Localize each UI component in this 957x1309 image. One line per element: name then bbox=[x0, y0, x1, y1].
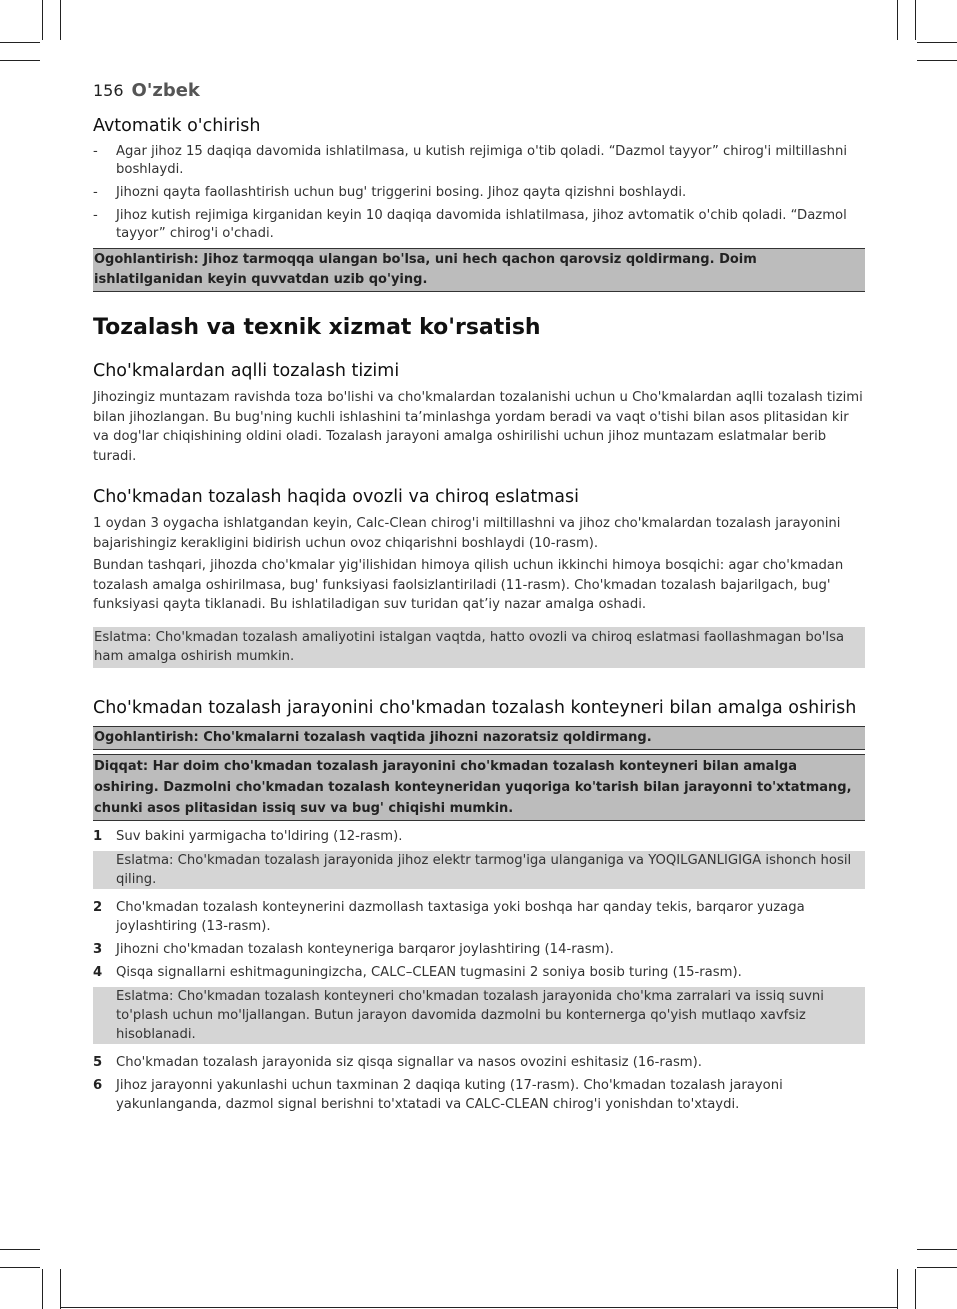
crop-mark bbox=[42, 0, 43, 40]
step-text: Cho'kmadan tozalash jarayonida siz qisqa signallar va nasos ovozini eshitasiz (16-rasm). bbox=[116, 1054, 702, 1070]
section-title-auto-off: Avtomatik o'chirish bbox=[93, 116, 261, 136]
page-header bbox=[93, 80, 865, 101]
step-text: Cho'kmadan tozalash konteynerini dazmollash taxtasiga yoki boshqa har qanday tekis, barqaror yuzaga joylashtiring (13-rasm). bbox=[116, 899, 805, 934]
step-item bbox=[93, 1076, 865, 1114]
subsection-title-smart-calc: Cho'kmalardan aqlli tozalash tizimi bbox=[93, 361, 400, 381]
step-text: Jihozni cho'kmadan tozalash konteyneriga barqaror joylashtiring (14-rasm). bbox=[116, 941, 614, 957]
list-item-text: Agar jihoz 15 daqiqa davomida ishlatilmasa, u kutish rejimiga o'tib qoladi. “Dazmol tayyor” chirog'i miltillashni boshlaydi. bbox=[116, 144, 848, 177]
step-note: Eslatma: Cho'kmadan tozalash jarayonida jihoz elektr tarmog'iga ulanganiga va YOQILGANLIGIGA ishonch hosil qiling. bbox=[93, 851, 865, 889]
caution-box: Diqqat: Har doim cho'kmadan tozalash jarayonini cho'kmadan tozalash konteyneri bilan amalga oshiring. Dazmolni cho'kmadan tozalash konteyneridan yuqoriga ko'tarish bilan jarayonni to'xtatmang, chunki asos plitasidan issiq suv va bug' chiqishi mumkin. bbox=[93, 754, 865, 821]
list-item bbox=[93, 207, 865, 243]
crop-mark bbox=[0, 1267, 40, 1268]
step-text: Qisqa signallarni eshitmaguningizcha, CALC–CLEAN tugmasini 2 soniya bosib turing (15-rasm). bbox=[116, 964, 742, 980]
step-item bbox=[93, 827, 865, 846]
list-item bbox=[93, 143, 865, 179]
list-item-text: Jihoz kutish rejimiga kirganidan keyin 10 daqiqa davomida ishlatilmasa, jihoz avtomatik o'chib qoladi. “Dazmol tayyor” chirog'i o'chadi. bbox=[116, 208, 847, 241]
step-number: 1 bbox=[93, 828, 103, 844]
bullet-marker: - bbox=[93, 144, 98, 159]
step-text: Jihoz jarayonni yakunlashi uchun taxminan 2 daqiqa kuting (17-rasm). Cho'kmadan tozalash jarayoni yakunlanganda, dazmol signal berishni to'xtatadi va CALC-CLEAN chirog'i yonishdan to'xtaydi. bbox=[116, 1077, 783, 1112]
bullet-marker: - bbox=[93, 208, 98, 223]
subsection-title-container: Cho'kmadan tozalash jarayonini cho'kmadan tozalash konteyneri bilan amalga oshirish bbox=[93, 697, 857, 718]
smart-calc-text: Jihozingiz muntazam ravishda toza bo'lishi va cho'kmalardan tozalanishi uchun u Cho'kmalardan aqlli tozalash tizimi bilan jihozlangan. Bu bug'ning kuchli ishlashini ta’minlashga yordam beradi va vaqt o'tishi bilan asos plitasidan kir va dog'lar chiqishining oldini oladi. Tozalash jarayoni amalga oshirilishi uchun jihoz muntazam eslatmalar berib turadi. bbox=[93, 390, 863, 464]
step-item bbox=[93, 1053, 865, 1072]
auto-off-bullets bbox=[93, 143, 865, 243]
step-text: Suv bakini yarmigacha to'ldiring (12-rasm). bbox=[116, 828, 403, 844]
warning-box: Ogohlantirish: Jihoz tarmoqqa ulangan bo'lsa, uni hech qachon qarovsiz qoldirmang. Doim ishlatilganidan keyin quvvatdan uzib qo'ying. bbox=[93, 248, 865, 292]
crop-mark bbox=[60, 0, 61, 40]
crop-mark bbox=[917, 1249, 957, 1250]
step-note: Eslatma: Cho'kmadan tozalash konteyneri cho'kmadan tozalash jarayonida cho'kma zarralari va issiq suvni to'plash uchun mo'ljallangan. Butun jarayon davomida dazmolni bu konternerga qo'yish mutlaqo xavfsiz hisoblanadi. bbox=[93, 987, 865, 1044]
crop-mark bbox=[42, 1269, 43, 1309]
step-number: 5 bbox=[93, 1054, 103, 1070]
crop-mark bbox=[917, 42, 957, 43]
step-number: 3 bbox=[93, 941, 103, 957]
crop-mark bbox=[917, 1267, 957, 1268]
crop-mark bbox=[915, 0, 916, 40]
warning-box: Ogohlantirish: Cho'kmalarni tozalash vaqtida jihozni nazoratsiz qoldirmang. bbox=[93, 726, 865, 750]
step-number: 2 bbox=[93, 899, 103, 915]
procedure-steps bbox=[93, 827, 865, 1114]
crop-mark bbox=[0, 1249, 40, 1250]
bullet-marker: - bbox=[93, 185, 98, 200]
note-box: Eslatma: Cho'kmadan tozalash amaliyotini istalgan vaqtda, hatto ovozli va chiroq eslatmasi faollashmagan bo'lsa ham amalga oshirish mumkin. bbox=[93, 627, 865, 668]
subsection-title-reminder: Cho'kmadan tozalash haqida ovozli va chiroq eslatmasi bbox=[93, 487, 579, 507]
reminder-paragraph: 1 oydan 3 oygacha ishlatgandan keyin, Calc-Clean chirog'i miltillashni va jihoz cho'kmalardan tozalash jarayonini bajarishingiz kerakligini bidirish uchun ovoz chiqarishni boshlaydi (10-rasm). bbox=[93, 516, 841, 551]
step-number: 6 bbox=[93, 1077, 103, 1093]
crop-mark bbox=[897, 0, 898, 40]
crop-mark bbox=[897, 1269, 898, 1309]
language-label: O'zbek bbox=[131, 80, 200, 101]
crop-mark bbox=[60, 1269, 61, 1309]
step-item bbox=[93, 898, 865, 936]
crop-mark bbox=[915, 1269, 916, 1309]
list-item-text: Jihozni qayta faollashtirish uchun bug' triggerini bosing. Jihoz qayta qizishni boshlaydi. bbox=[116, 185, 687, 200]
crop-mark bbox=[0, 42, 40, 43]
reminder-paragraph: Bundan tashqari, jihozda cho'kmalar yig'ilishidan himoya qilish uchun ikkinchi himoya bosqichi: agar cho'kmadan tozalash amalga oshirilmasa, bug' funksiyasi faolsizlantiriladi (11-rasm). Cho'kmadan tozalash bajarilgach, bug' funksiyasi qayta tiklanadi. Bu ishlatiladigan suv turidan qat’iy nazar amalga oshadi. bbox=[93, 558, 844, 612]
section-title-cleaning: Tozalash va texnik xizmat ko'rsatish bbox=[93, 315, 541, 340]
step-item bbox=[93, 963, 865, 982]
step-item bbox=[93, 940, 865, 959]
page-bottom-line bbox=[60, 1307, 897, 1308]
list-item bbox=[93, 184, 865, 202]
step-number: 4 bbox=[93, 964, 103, 980]
document-page bbox=[93, 80, 865, 1118]
crop-mark bbox=[917, 60, 957, 61]
crop-mark bbox=[0, 60, 40, 61]
page-number: 156 bbox=[93, 81, 124, 100]
